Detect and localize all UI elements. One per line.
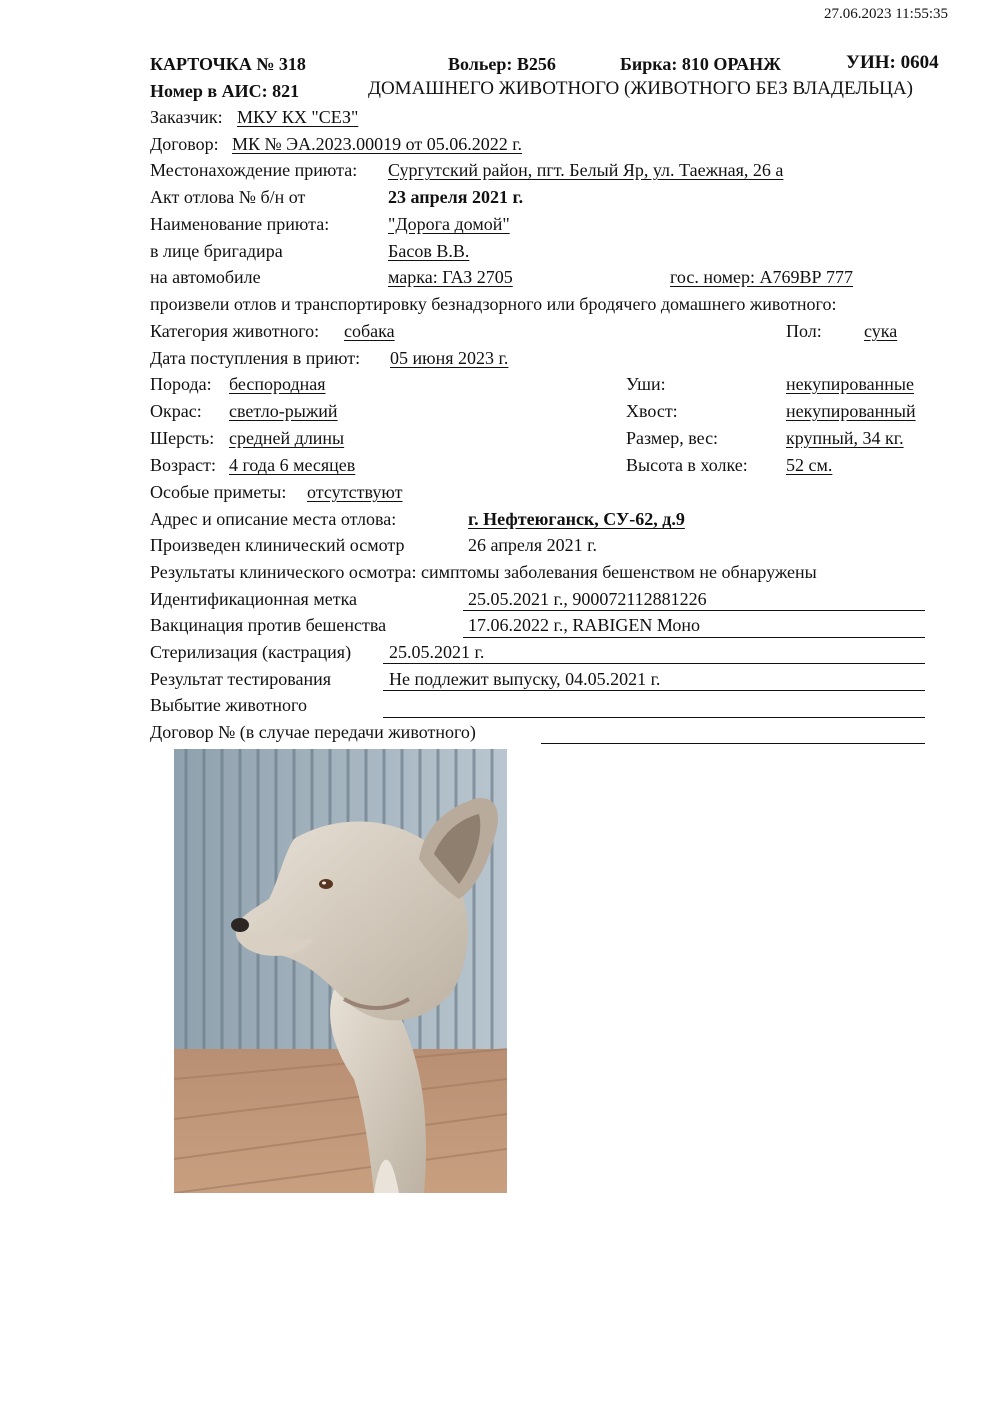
- sex-value: сука: [864, 321, 898, 341]
- shelter-name-value: "Дорога домой": [388, 214, 510, 234]
- transfer-contract-line: [541, 743, 925, 744]
- departure-line: [383, 717, 925, 718]
- customer-value: МКУ КХ "СЕЗ": [237, 107, 359, 127]
- category-label: Категория животного:: [150, 321, 320, 341]
- age-label: Возраст:: [150, 455, 216, 475]
- transfer-contract-label: Договор № (в случае передачи животного): [150, 722, 476, 742]
- exam-results: Результаты клинического осмотра: симптомы заболевания бешенством не обнаружены: [150, 562, 817, 582]
- tail-value: некупированный: [786, 401, 916, 421]
- age-value: 4 года 6 месяцев: [229, 455, 356, 475]
- print-timestamp: 27.06.2023 11:55:35: [823, 6, 948, 22]
- breed-value: беспородная: [229, 374, 326, 394]
- contract-label: Договор:: [150, 134, 219, 154]
- exam-value: 26 апреля 2021 г.: [468, 535, 597, 555]
- enclosure-number: Вольер: B256: [448, 54, 556, 74]
- tag-number: Бирка: 810 ОРАНЖ: [620, 54, 781, 74]
- capture-act-label: Акт отлова № б/н от: [150, 187, 306, 207]
- shelter-location-label: Местонахождение приюта:: [150, 160, 358, 180]
- coat-value: средней длины: [229, 428, 345, 448]
- marks-label: Особые приметы:: [150, 482, 287, 502]
- departure-label: Выбытие животного: [150, 695, 307, 715]
- customer-label: Заказчик:: [150, 107, 223, 127]
- sterilization-line: [383, 663, 925, 664]
- contract-value: МК № ЭА.2023.00019 от 05.06.2022 г.: [232, 134, 523, 154]
- capture-address-label: Адрес и описание места отлова:: [150, 509, 397, 529]
- card-number: КАРТОЧКА № 318: [150, 54, 306, 74]
- vaccination-label: Вакцинация против бешенства: [150, 615, 387, 635]
- vehicle-model: марка: ГАЗ 2705: [388, 267, 513, 287]
- sterilization-label: Стерилизация (кастрация): [150, 642, 352, 662]
- id-tag-value: 25.05.2021 г., 900072112881226: [468, 589, 707, 609]
- color-value: светло-рыжий: [229, 401, 338, 421]
- sex-label: Пол:: [786, 321, 822, 341]
- uin: УИН: 0604: [846, 52, 939, 73]
- foreman-value: Басов В.В.: [388, 241, 470, 261]
- shelter-location-value: Сургутский район, пгт. Белый Яр, ул. Таежная, 26 а: [388, 160, 784, 180]
- capture-act-date: 23 апреля 2021 г.: [388, 187, 524, 207]
- vaccination-line: [463, 637, 925, 638]
- height-label: Высота в холке:: [626, 455, 748, 475]
- testing-label: Результат тестирования: [150, 669, 331, 689]
- height-value: 52 см.: [786, 455, 833, 475]
- id-tag-line: [463, 610, 925, 611]
- testing-value: Не подлежит выпуску, 04.05.2021 г.: [389, 669, 661, 689]
- statement: произвели отлов и транспортировку безнадзорного или бродячего домашнего животного:: [150, 294, 837, 314]
- size-value: крупный, 34 кг.: [786, 428, 904, 448]
- vaccination-value: 17.06.2022 г., RABIGEN Моно: [468, 615, 701, 635]
- size-label: Размер, вес:: [626, 428, 719, 448]
- ais-number: Номер в АИС: 821: [150, 81, 300, 101]
- animal-photo: [174, 749, 507, 1193]
- document-title: ДОМАШНЕГО ЖИВОТНОГО (ЖИВОТНОГО БЕЗ ВЛАДЕЛЬЦА): [368, 78, 913, 99]
- tail-label: Хвост:: [626, 401, 678, 421]
- sterilization-value: 25.05.2021 г.: [389, 642, 485, 662]
- arrival-label: Дата поступления в приют:: [150, 348, 361, 368]
- arrival-value: 05 июня 2023 г.: [390, 348, 509, 368]
- category-value: собака: [344, 321, 395, 341]
- breed-label: Порода:: [150, 374, 212, 394]
- id-tag-label: Идентификационная метка: [150, 589, 358, 609]
- shelter-name-label: Наименование приюта:: [150, 214, 330, 234]
- exam-label: Произведен клинический осмотр: [150, 535, 405, 555]
- ears-label: Уши:: [626, 374, 666, 394]
- vehicle-label: на автомобиле: [150, 267, 261, 287]
- color-label: Окрас:: [150, 401, 202, 421]
- coat-label: Шерсть:: [150, 428, 215, 448]
- foreman-label: в лице бригадира: [150, 241, 283, 261]
- capture-address-value: г. Нефтеюганск, СУ-62, д.9: [468, 509, 685, 529]
- ears-value: некупированные: [786, 374, 914, 394]
- testing-line: [383, 690, 925, 691]
- vehicle-plate: гос. номер: А769ВР 777: [670, 267, 854, 287]
- marks-value: отсутствуют: [307, 482, 403, 502]
